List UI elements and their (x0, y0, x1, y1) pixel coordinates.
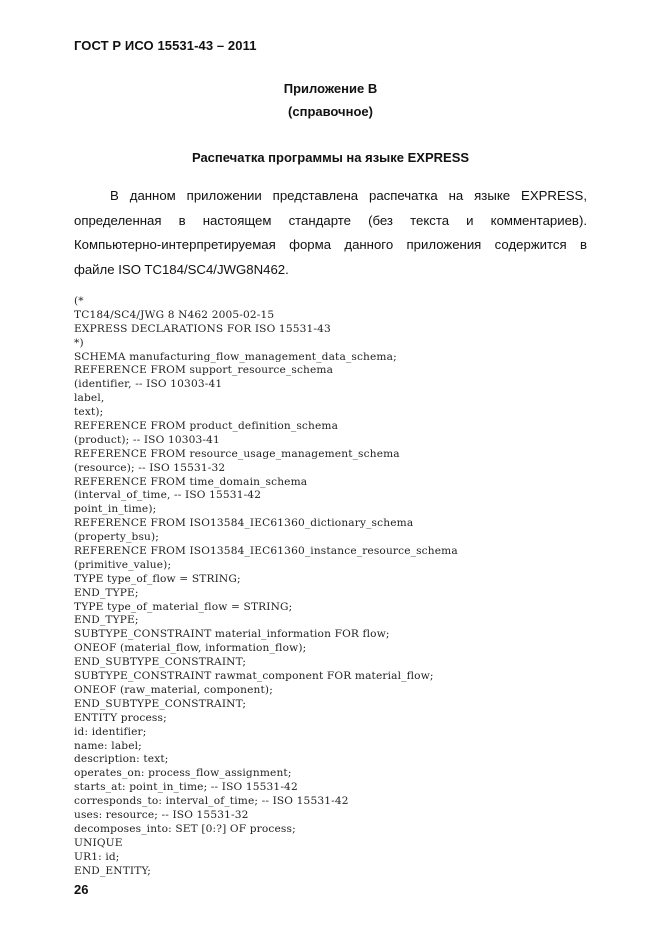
code-line: description: text; (74, 753, 169, 766)
code-line: SCHEMA manufacturing_flow_management_data_schema; (74, 350, 397, 363)
code-line: ENTITY process; (74, 711, 167, 724)
code-line: SUBTYPE_CONSTRAINT rawmat_component FOR material_flow; (74, 670, 434, 683)
code-line: REFERENCE FROM product_definition_schema (74, 420, 339, 433)
code-line: decomposes_into: SET [0:?] OF process; (74, 822, 296, 835)
code-line: corresponds_to: interval_of_time; -- ISO 15531-42 (74, 795, 349, 808)
code-line: label, (74, 392, 105, 405)
code-line: TYPE type_of_flow = STRING; (74, 572, 241, 585)
code-line: (product); -- ISO 10303-41 (74, 433, 220, 446)
code-line: uses: resource; -- ISO 15531-32 (74, 808, 249, 821)
code-line: (interval_of_time, -- ISO 15531-42 (74, 489, 262, 502)
code-line: SUBTYPE_CONSTRAINT material_information FOR flow; (74, 628, 390, 641)
code-line: TC184/SC4/JWG 8 N462 2005-02-15 (74, 308, 275, 321)
code-line: id: identifier; (74, 725, 147, 738)
intro-paragraph (74, 184, 587, 282)
code-line: REFERENCE FROM ISO13584_IEC61360_dictionary_schema (74, 517, 414, 530)
code-line: starts_at: point_in_time; -- ISO 15531-42 (74, 781, 298, 794)
code-line: REFERENCE FROM ISO13584_IEC61360_instance_resource_schema (74, 545, 458, 558)
code-line: UNIQUE (74, 836, 123, 849)
intro-line: В данном приложении представлена распечатка на языке EXPRESS, (110, 188, 587, 203)
code-line: REFERENCE FROM support_resource_schema (74, 364, 334, 377)
page-number: 26 (74, 882, 89, 897)
code-line: text); (74, 406, 104, 419)
annex-status: (справочное) (288, 104, 373, 119)
code-line: point_in_time); (74, 503, 157, 516)
document-header: ГОСТ Р ИСО 15531-43 – 2011 (74, 38, 257, 53)
code-line: (property_bsu); (74, 531, 160, 544)
annex-title: Приложение В (283, 81, 378, 96)
code-line: (identifier, -- ISO 10303-41 (74, 378, 223, 391)
code-line: *) (74, 336, 84, 349)
express-code-listing (74, 295, 458, 878)
code-line: REFERENCE FROM resource_usage_management_schema (74, 447, 400, 460)
intro-line: определенная в настоящем стандарте (без текста и комментариев). (74, 212, 587, 228)
code-line: END_ENTITY; (74, 864, 152, 877)
code-line: END_SUBTYPE_CONSTRAINT; (74, 656, 247, 669)
code-line: (* (74, 295, 84, 307)
code-line: (primitive_value); (74, 558, 172, 571)
code-line: UR1: id; (74, 850, 120, 863)
code-line: END_TYPE; (74, 614, 139, 627)
code-line: ONEOF (material_flow, information_flow); (74, 642, 307, 655)
code-line: EXPRESS DECLARATIONS FOR ISO 15531-43 (74, 322, 331, 335)
code-line: (resource); -- ISO 15531-32 (74, 461, 226, 474)
code-line: name: label; (74, 739, 142, 752)
intro-line: Компьютерно-интерпретируемая форма данного приложения содержится в (74, 237, 587, 252)
section-title: Распечатка программы на языке EXPRESS (191, 150, 470, 165)
code-line: REFERENCE FROM time_domain_schema (74, 475, 308, 488)
code-line: ONEOF (raw_material, component); (74, 683, 273, 696)
intro-line: файле ISO TC184/SC4/JWG8N462. (74, 261, 289, 277)
code-line: TYPE type_of_material_flow = STRING; (74, 600, 293, 613)
code-line: operates_on: process_flow_assignment; (74, 767, 292, 780)
code-line: END_SUBTYPE_CONSTRAINT; (74, 697, 247, 710)
code-line: END_TYPE; (74, 586, 139, 599)
